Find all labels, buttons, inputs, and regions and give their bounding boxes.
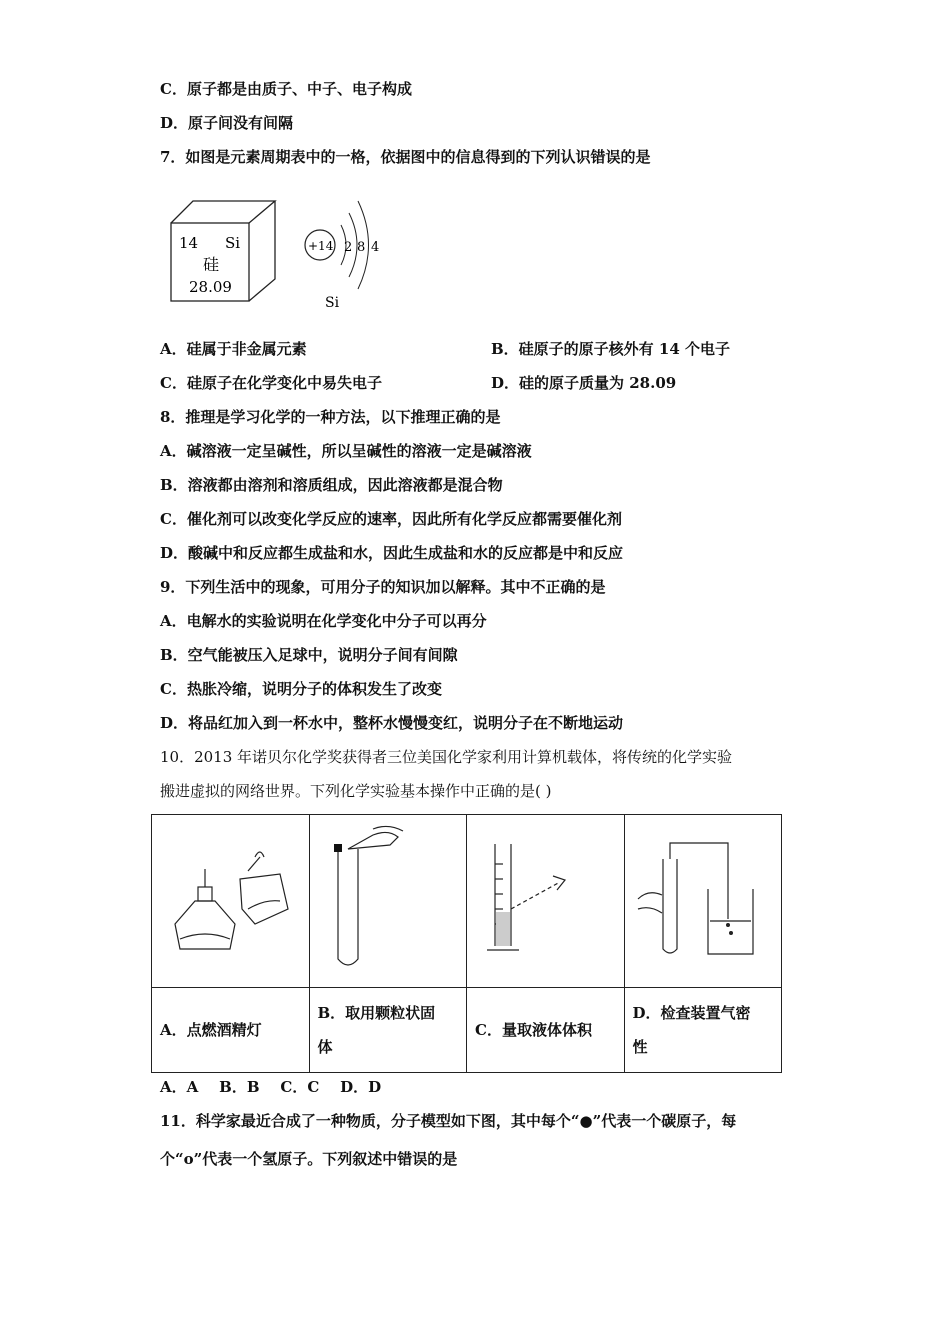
q10-option-b-line1: B．取用颗粒状固 [317, 1004, 436, 1022]
q10-stem-line1: 10．2013 年诺贝尔化学奖获得者三位美国化学家利用计算机载体，将传统的化学实验 [160, 748, 733, 766]
q9-option-d: D．将品红加入到一杯水中，整杯水慢慢变红，说明分子在不断地运动 [160, 714, 624, 732]
q7-option-a: A．硅属于非金属元素 [160, 340, 307, 358]
q7-option-b: B．硅原子的原子核外有 14 个电子 [491, 340, 730, 358]
q10-option-d-line1: D．检查装置气密 [632, 1004, 751, 1022]
q9-stem: 9．下列生活中的现象，可用分子的知识加以解释。其中不正确的是 [160, 578, 606, 596]
atomic-number: 14 [179, 234, 199, 252]
q6-option-c: C．原子都是由质子、中子、电子构成 [160, 80, 412, 98]
shell-3-count: 4 [371, 240, 380, 255]
q6-option-d: D．原子间没有间隔 [160, 114, 294, 132]
q10-option-b-label [309, 988, 467, 1073]
q8-option-a: A．碱溶液一定呈碱性，所以呈碱性的溶液一定是碱溶液 [160, 442, 532, 460]
q8-stem: 8．推理是学习化学的一种方法，以下推理正确的是 [160, 408, 501, 426]
q10-image-c [467, 815, 625, 988]
q9-option-a: A．电解水的实验说明在化学变化中分子可以再分 [160, 612, 487, 630]
q11-stem-line1: 11．科学家最近合成了一种物质，分子模型如下图，其中每个“●”代表一个碳原子，每 [160, 1112, 737, 1130]
shell-2-count: 8 [357, 240, 366, 255]
q8-option-c: C．催化剂可以改变化学反应的速率，因此所有化学反应都需要催化剂 [160, 510, 622, 528]
element-symbol: Si [225, 234, 241, 252]
q10-option-a-label: A．点燃酒精灯 [152, 988, 310, 1073]
q10-image-d [624, 815, 782, 988]
q10-options-table [151, 814, 782, 1073]
diagram-symbol: Si [325, 295, 340, 311]
q8-option-b: B．溶液都由溶剂和溶质组成，因此溶液都是混合物 [160, 476, 503, 494]
element-name: 硅 [203, 255, 220, 274]
q9-option-c: C．热胀冷缩，说明分子的体积发生了改变 [160, 680, 442, 698]
q9-option-b: B．空气能被压入足球中，说明分子间有间隙 [160, 646, 458, 664]
q10-image-a [152, 815, 310, 988]
q10-option-d-label [624, 988, 782, 1073]
atomic-mass: 28.09 [189, 278, 232, 296]
nucleus-charge: +14 [308, 239, 334, 253]
q11-stem-line2: 个“o”代表一个氢原子。下列叙述中错误的是 [160, 1150, 458, 1168]
airtightness-check-icon [628, 829, 778, 969]
q10-option-c-label: C．量取液体体积 [467, 988, 625, 1073]
q10-option-d-line2: 性 [632, 1038, 648, 1056]
q7-option-d: D．硅的原子质量为 28.09 [491, 374, 677, 392]
q7-option-c: C．硅原子在化学变化中易失电子 [160, 374, 382, 392]
atom-structure-diagram [305, 201, 379, 311]
shell-1-count: 2 [344, 240, 353, 255]
q8-option-d: D．酸碱中和反应都生成盐和水，因此生成盐和水的反应都是中和反应 [160, 544, 624, 562]
silicon-figure [165, 195, 395, 315]
alcohol-lamp-icon [160, 839, 300, 959]
q10-choices: A．A B．B C．C D．D [160, 1078, 382, 1096]
q10-option-b-line2: 体 [317, 1038, 333, 1056]
test-tube-icon [318, 819, 458, 979]
graduated-cylinder-icon [475, 834, 615, 964]
q7-stem: 7．如图是元素周期表中的一格，依据图中的信息得到的下列认识错误的是 [160, 148, 651, 166]
q10-stem-line2: 搬进虚拟的网络世界。下列化学实验基本操作中正确的是( ) [160, 782, 552, 800]
q10-image-b [309, 815, 467, 988]
